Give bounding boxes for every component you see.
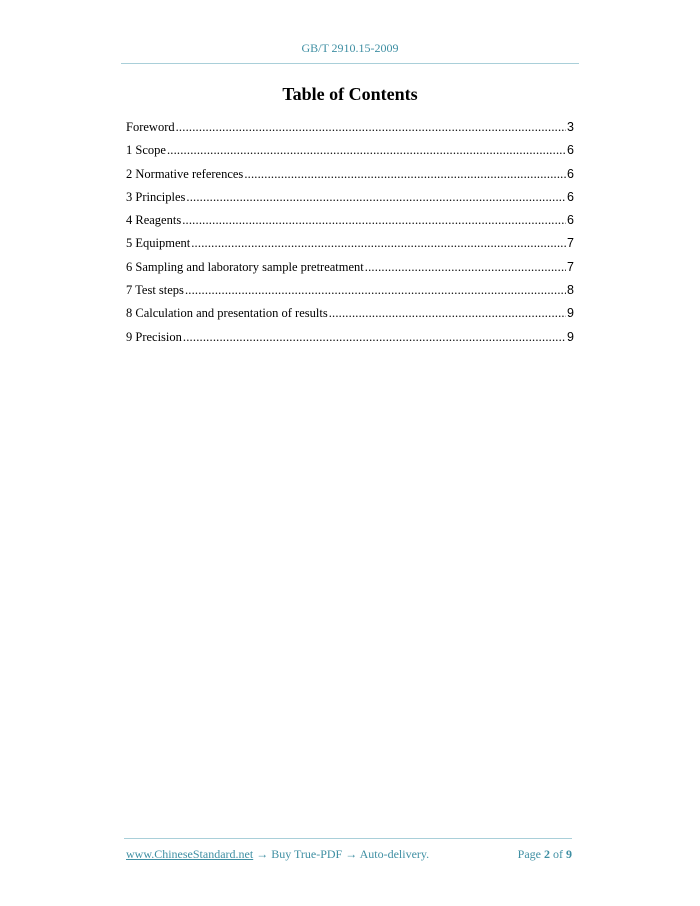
footer-delivery-text: Auto-delivery. [359, 847, 430, 861]
toc-entry-page: 6 [567, 166, 574, 181]
toc-entry-label: 4 Reagents [126, 213, 182, 228]
toc-entry-label: 1 Scope [126, 143, 166, 158]
toc-entry-reagents[interactable] [126, 210, 574, 233]
of-word: of [553, 847, 563, 861]
toc-dot-leader [329, 303, 566, 323]
toc-list [126, 117, 574, 350]
header-divider [121, 63, 579, 64]
toc-dot-leader [365, 257, 566, 277]
footer-promo [126, 847, 429, 862]
page-footer [126, 847, 572, 865]
toc-entry-principles[interactable] [126, 187, 574, 210]
toc-dot-leader [244, 164, 566, 184]
toc-entry-page: 8 [567, 283, 574, 298]
toc-entry-page: 7 [567, 259, 574, 274]
footer-buy-text: Buy True-PDF [271, 847, 343, 861]
header-standard-code: GB/T 2910.15-2009 [301, 41, 399, 55]
toc-entry-label: 8 Calculation and presentation of results [126, 306, 328, 321]
toc-entry-page: 7 [567, 236, 574, 251]
current-page-number: 2 [544, 847, 550, 861]
arrow-icon: → [256, 847, 269, 861]
toc-dot-leader [191, 233, 566, 253]
footer-website-link[interactable]: www.ChineseStandard.net [126, 847, 254, 861]
toc-dot-leader [183, 327, 566, 347]
toc-entry-page: 3 [567, 120, 574, 134]
toc-entry-normative-references[interactable] [126, 164, 574, 187]
toc-entry-label: 7 Test steps [126, 283, 184, 298]
toc-dot-leader [185, 280, 566, 300]
toc-dot-leader [182, 210, 566, 230]
total-pages-number: 9 [566, 847, 572, 861]
toc-dot-leader [176, 117, 566, 137]
toc-entry-page: 9 [567, 306, 574, 321]
toc-entry-sampling[interactable] [126, 257, 574, 280]
arrow-icon: → [345, 847, 358, 861]
toc-entry-label: 9 Precision [126, 329, 182, 344]
toc-entry-page: 6 [567, 143, 574, 158]
toc-entry-page: 6 [567, 213, 574, 228]
page-word: Page [517, 847, 541, 861]
toc-entry-page: 6 [567, 189, 574, 204]
toc-dot-leader [186, 187, 566, 207]
toc-entry-label: 3 Principles [126, 189, 186, 204]
toc-entry-calculation[interactable] [126, 303, 574, 326]
toc-entry-label: 2 Normative references [126, 166, 244, 181]
toc-entry-precision[interactable] [126, 327, 574, 350]
toc-title: Table of Contents [282, 84, 418, 104]
toc-entry-label: Foreword [126, 120, 175, 134]
toc-entry-label: 6 Sampling and laboratory sample pretreatment [126, 259, 364, 274]
toc-entry-test-steps[interactable] [126, 280, 574, 303]
page-number [518, 847, 572, 862]
toc-entry-page: 9 [567, 329, 574, 344]
footer-divider [124, 838, 572, 839]
toc-entry-equipment[interactable] [126, 233, 574, 256]
toc-entry-scope[interactable] [126, 140, 574, 163]
toc-entry-foreword[interactable] [126, 117, 574, 140]
toc-dot-leader [167, 140, 566, 160]
toc-entry-label: 5 Equipment [126, 236, 191, 251]
